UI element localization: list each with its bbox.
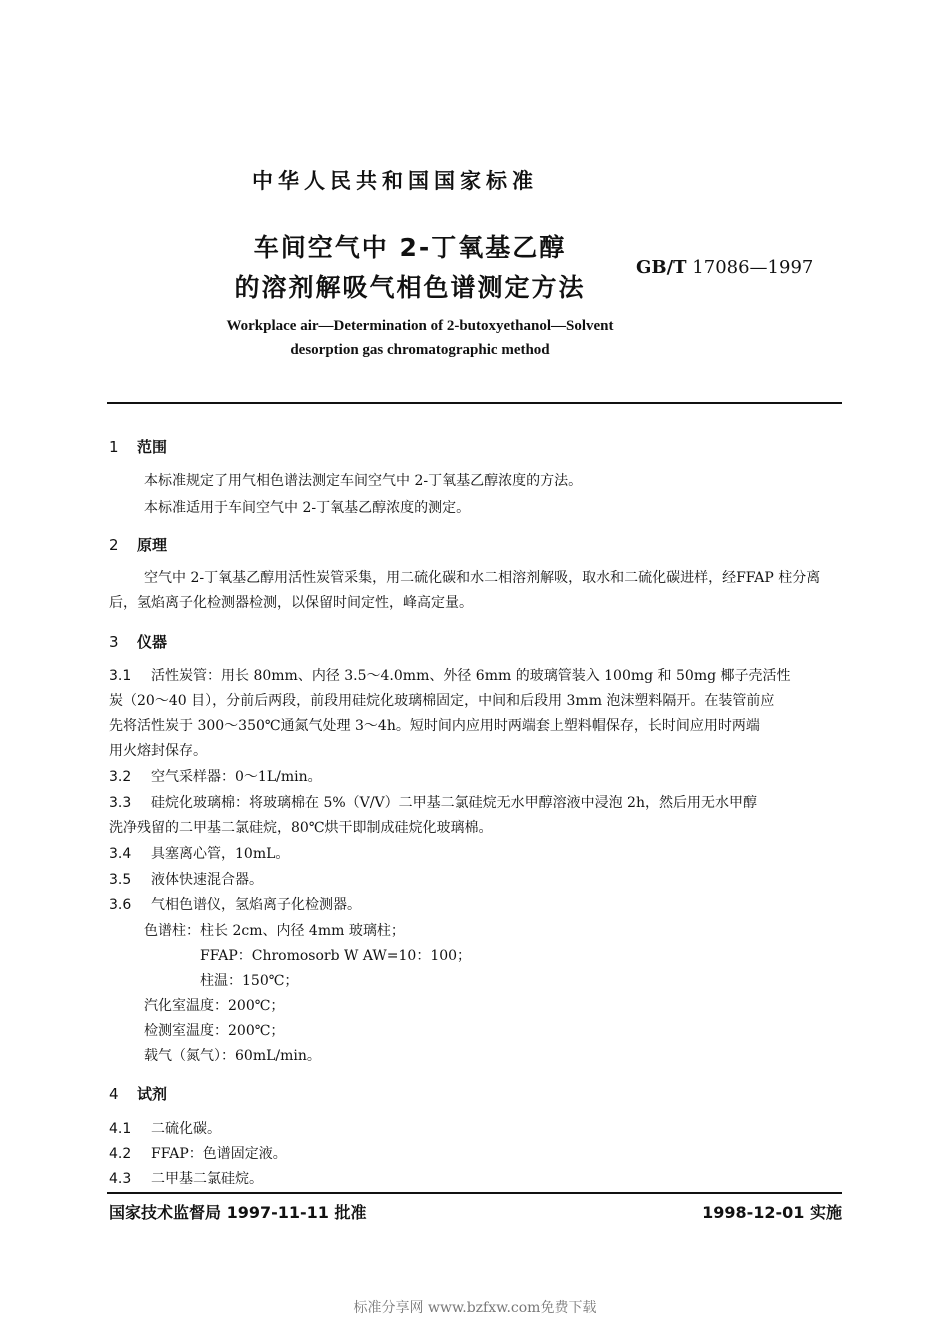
- section-title: 范围: [137, 438, 168, 456]
- item-text: 硅烷化玻璃棉：将玻璃棉在 5%（V/V）二甲基二氯硅烷无水甲醇溶液中浸泡 2h，然后用无水甲醇: [151, 795, 757, 811]
- title-cn-line2: 的溶剂解吸气相色谱测定方法: [234, 273, 586, 302]
- list-item: [109, 1118, 221, 1138]
- section-number: 3: [109, 633, 119, 651]
- watermark: 标准分享网 www.bzfxw.com免费下载: [353, 1300, 597, 1316]
- item-text: 具塞离心管，10mL。: [151, 846, 290, 862]
- item-number: 3.1: [109, 668, 132, 684]
- item-continuation: 用火熔封保存。: [109, 743, 207, 759]
- item-text: 气相色谱仪，氢焰离子化检测器。: [151, 897, 361, 913]
- section-3-heading: [109, 631, 167, 652]
- standard-number-value: 17086—1997: [692, 257, 814, 278]
- item-text: 活性炭管：用长 80mm、内径 3.5～4.0mm、外径 6mm 的玻璃管装入 100mg 和 50mg 椰子壳活性: [151, 668, 791, 684]
- item-number: 3.6: [109, 897, 132, 913]
- item-continuation: 先将活性炭于 300～350℃通氮气处理 3～4h。短时间内应用时两端套上塑料帽保存，长时间应用时两端: [109, 718, 760, 734]
- instrument-condition: 汽化室温度：200℃；: [144, 998, 285, 1014]
- item-number: 3.3: [109, 795, 132, 811]
- section-title: 试剂: [137, 1085, 168, 1103]
- effective-date: 1998-12-01 实施: [702, 1203, 842, 1222]
- standard-prefix: GB/T: [636, 257, 687, 278]
- instrument-condition: 载气（氮气）：60mL/min。: [144, 1048, 321, 1064]
- paragraph: 本标准适用于车间空气中 2-丁氧基乙醇浓度的测定。: [144, 500, 471, 516]
- item-continuation: 炭（20～40 目），分前后两段，前段用硅烷化玻璃棉固定，中间和后段用 3mm 泡沫塑料隔开。在装管前应: [109, 693, 775, 709]
- instrument-condition: 检测室温度：200℃；: [144, 1023, 285, 1039]
- title-cn-line1: 车间空气中 2-丁氧基乙醇: [253, 233, 567, 262]
- list-item: [109, 792, 757, 812]
- item-number: 3.5: [109, 872, 132, 888]
- list-item: [109, 843, 289, 863]
- item-number: 3.2: [109, 769, 132, 785]
- instrument-condition: 色谱柱：柱长 2cm、内径 4mm 玻璃柱；: [144, 923, 405, 939]
- item-text: FFAP：色谱固定液。: [151, 1146, 287, 1162]
- section-4-heading: [109, 1083, 167, 1104]
- paragraph: 空气中 2-丁氧基乙醇用活性炭管采集，用二硫化碳和水二相溶剂解吸，取水和二硫化碳进样，经FFAP 柱分离后，氢焰离子化检测器检测，以保留时间定性，峰高定量。: [109, 570, 821, 611]
- list-item: [109, 869, 263, 889]
- item-number: 4.1: [109, 1121, 132, 1137]
- list-item: [109, 1168, 263, 1188]
- item-number: 4.2: [109, 1146, 132, 1162]
- footer-divider: [107, 1192, 842, 1194]
- instrument-condition: FFAP：Chromosorb W AW=10：100；: [200, 948, 472, 964]
- paragraph: 本标准规定了用气相色谱法测定车间空气中 2-丁氧基乙醇浓度的方法。: [144, 473, 583, 489]
- section-2-heading: [109, 534, 167, 555]
- instrument-condition: 柱温：150℃；: [200, 973, 299, 989]
- section-number: 4: [109, 1085, 119, 1103]
- header-divider: [107, 402, 842, 404]
- approval-date: 国家技术监督局 1997-11-11 批准: [109, 1203, 367, 1222]
- section-number: 1: [109, 438, 119, 456]
- item-text: 二硫化碳。: [151, 1121, 221, 1137]
- item-text: 空气采样器：0～1L/min。: [151, 769, 322, 785]
- item-number: 3.4: [109, 846, 132, 862]
- item-continuation: 洗净残留的二甲基二氯硅烷，80℃烘干即制成硅烷化玻璃棉。: [109, 820, 493, 836]
- item-text: 液体快速混合器。: [151, 872, 263, 888]
- standard-name: 中华人民共和国国家标准: [252, 169, 538, 193]
- list-item: [109, 665, 791, 685]
- section-title: 原理: [137, 536, 168, 554]
- list-item: [109, 766, 322, 786]
- title-en-line1: Workplace air—Determination of 2-butoxyethanol—Solvent: [226, 318, 614, 334]
- section-number: 2: [109, 536, 119, 554]
- section-title: 仪器: [137, 633, 168, 651]
- standard-number: [636, 257, 813, 278]
- list-item: [109, 894, 361, 914]
- section-1-heading: [109, 436, 167, 457]
- item-text: 二甲基二氯硅烷。: [151, 1171, 263, 1187]
- list-item: [109, 1143, 287, 1163]
- title-en-line2: desorption gas chromatographic method: [290, 342, 550, 358]
- item-number: 4.3: [109, 1171, 132, 1187]
